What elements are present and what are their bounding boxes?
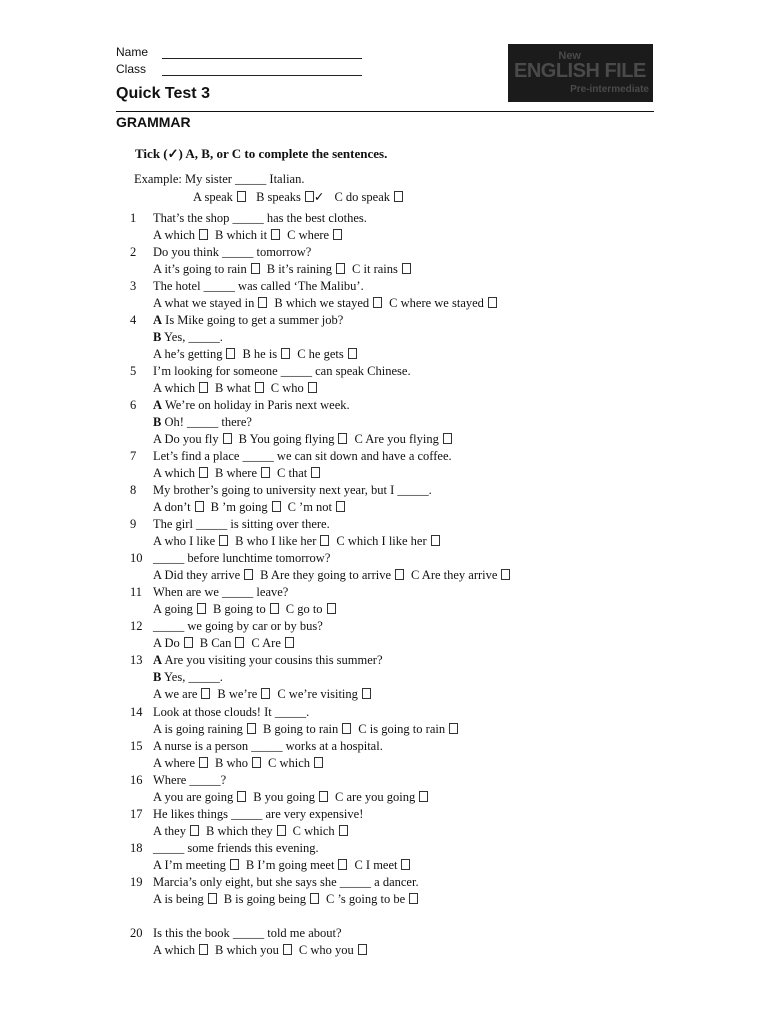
checkbox-icon[interactable] bbox=[336, 501, 345, 512]
checkbox-icon[interactable] bbox=[219, 535, 228, 546]
options-line bbox=[153, 858, 417, 873]
options-line bbox=[153, 262, 418, 277]
option-label: A is going raining bbox=[153, 722, 243, 736]
logo-line3: Pre-intermediate bbox=[570, 84, 649, 95]
option-label: C which I like her bbox=[336, 534, 427, 548]
option-label: B what bbox=[215, 381, 251, 395]
question-number: 1 bbox=[130, 211, 137, 225]
options-line bbox=[153, 500, 352, 515]
option-label: C is going to rain bbox=[358, 722, 446, 736]
example-options-line bbox=[193, 189, 410, 205]
question-number: 17 bbox=[130, 807, 143, 821]
answer-option[interactable] bbox=[213, 602, 279, 616]
option-label: A what we stayed in bbox=[153, 296, 255, 310]
class-field-line bbox=[162, 75, 362, 76]
answer-option[interactable] bbox=[200, 636, 245, 650]
option-label: B who I like her bbox=[235, 534, 317, 548]
question-line bbox=[153, 619, 323, 634]
question-text: Let’s find a place _____ we can sit down and have a coffee. bbox=[153, 449, 452, 463]
options-line bbox=[153, 347, 364, 362]
checkbox-icon[interactable] bbox=[223, 433, 232, 444]
answer-option[interactable] bbox=[153, 756, 208, 770]
checkbox-icon[interactable] bbox=[443, 433, 452, 444]
question-line bbox=[153, 773, 226, 788]
checkbox-icon[interactable] bbox=[252, 757, 261, 768]
question-text: Are you visiting your cousins this summer? bbox=[164, 653, 383, 667]
answer-option[interactable] bbox=[206, 824, 286, 838]
answer-option[interactable] bbox=[153, 790, 246, 804]
option-label: B which we stayed bbox=[274, 296, 370, 310]
question-line bbox=[153, 245, 311, 260]
checkbox-icon[interactable] bbox=[336, 263, 345, 274]
question-line bbox=[153, 398, 350, 413]
question-text: _____ some friends this evening. bbox=[153, 841, 319, 855]
answer-option[interactable] bbox=[277, 466, 320, 480]
speaker-label: A bbox=[153, 313, 163, 327]
question-text: Is this the book _____ told me about? bbox=[153, 926, 342, 940]
options-line bbox=[153, 790, 435, 805]
option-label: A it’s going to rain bbox=[153, 262, 247, 276]
answer-option[interactable] bbox=[277, 687, 371, 701]
question-number: 15 bbox=[130, 739, 143, 753]
checkbox-icon[interactable] bbox=[199, 467, 208, 478]
answer-option[interactable] bbox=[352, 262, 411, 276]
answer-option[interactable] bbox=[153, 534, 228, 548]
answer-option[interactable] bbox=[235, 534, 329, 548]
answer-option[interactable] bbox=[263, 722, 351, 736]
question-number: 11 bbox=[130, 585, 143, 599]
question-number: 8 bbox=[130, 483, 137, 497]
option-label: A which bbox=[153, 466, 196, 480]
answer-option[interactable] bbox=[287, 228, 342, 242]
option-label: C we’re visiting bbox=[277, 687, 358, 701]
title-rule bbox=[116, 111, 654, 112]
option-label: C go to bbox=[285, 602, 323, 616]
question-line bbox=[153, 653, 383, 668]
question-line bbox=[153, 330, 223, 345]
answer-option[interactable] bbox=[153, 228, 208, 242]
answer-option[interactable] bbox=[286, 602, 336, 616]
question-line bbox=[153, 807, 363, 822]
question-text: Yes, _____. bbox=[164, 330, 223, 344]
checkbox-icon[interactable] bbox=[449, 723, 458, 734]
question-text: When are we _____ leave? bbox=[153, 585, 289, 599]
answer-option[interactable] bbox=[389, 296, 497, 310]
checkbox-icon[interactable] bbox=[373, 297, 382, 308]
question-text: I’m looking for someone _____ can speak Chinese. bbox=[153, 364, 411, 378]
option-label: A is being bbox=[153, 892, 204, 906]
question-line bbox=[153, 875, 419, 890]
options-line bbox=[153, 381, 324, 396]
answer-option[interactable] bbox=[336, 534, 439, 548]
option-label: A who I like bbox=[153, 534, 216, 548]
speaker-label: B bbox=[153, 415, 162, 429]
example-sentence-line bbox=[134, 172, 304, 187]
question-number: 16 bbox=[130, 773, 143, 787]
checkbox-icon[interactable] bbox=[190, 825, 199, 836]
question-number: 18 bbox=[130, 841, 143, 855]
question-text: He likes things _____ are very expensive! bbox=[153, 807, 364, 821]
checkbox-icon[interactable] bbox=[261, 688, 270, 699]
question-text: A nurse is a person _____ works at a hospital. bbox=[153, 739, 383, 753]
option-label: B where bbox=[215, 466, 258, 480]
question-text: Marcia’s only eight, but she says she _____ a dancer. bbox=[153, 875, 419, 889]
option-label: A I’m meeting bbox=[153, 858, 226, 872]
example-label: Example: bbox=[134, 172, 182, 186]
answer-option[interactable] bbox=[153, 892, 217, 906]
option-label: A Did they arrive bbox=[153, 568, 241, 582]
answer-option[interactable] bbox=[242, 347, 290, 361]
question-number: 6 bbox=[130, 398, 137, 412]
option-label: B going to rain bbox=[262, 722, 339, 736]
options-line bbox=[153, 296, 504, 311]
question-number: 9 bbox=[130, 517, 137, 531]
checkbox-icon[interactable] bbox=[226, 348, 235, 359]
checkbox-icon[interactable] bbox=[310, 893, 319, 904]
name-field-line bbox=[162, 58, 362, 59]
answer-option[interactable] bbox=[215, 756, 261, 770]
name-label: Name bbox=[116, 45, 149, 59]
option-label: C he gets bbox=[297, 347, 344, 361]
option-label: B is going being bbox=[223, 892, 306, 906]
options-line bbox=[153, 756, 330, 771]
option-label: B ’m going bbox=[210, 500, 268, 514]
checkbox-icon[interactable] bbox=[255, 382, 264, 393]
option-label: A we are bbox=[153, 687, 198, 701]
class-label: Class bbox=[116, 62, 147, 76]
checkbox-icon[interactable] bbox=[195, 501, 204, 512]
checkbox-icon[interactable] bbox=[237, 791, 246, 802]
answer-option[interactable] bbox=[253, 790, 328, 804]
checkbox-icon[interactable] bbox=[199, 382, 208, 393]
example-sentence: My sister _____ Italian. bbox=[185, 172, 305, 186]
question-line bbox=[153, 279, 364, 294]
answer-option[interactable] bbox=[153, 824, 199, 838]
answer-option[interactable] bbox=[217, 687, 270, 701]
options-line bbox=[153, 534, 447, 549]
checkbox-icon[interactable] bbox=[283, 944, 292, 955]
speaker-label: B bbox=[153, 330, 162, 344]
checkbox-icon[interactable] bbox=[281, 348, 290, 359]
answer-option[interactable] bbox=[335, 790, 428, 804]
checkbox-icon[interactable] bbox=[184, 637, 193, 648]
example-option-a: A speak bbox=[193, 190, 233, 204]
option-label: A which bbox=[153, 943, 196, 957]
answer-option[interactable] bbox=[246, 858, 348, 872]
option-label: A which bbox=[153, 228, 196, 242]
checkbox-icon[interactable] bbox=[358, 944, 367, 955]
answer-option[interactable] bbox=[211, 500, 281, 514]
option-label: C who you bbox=[298, 943, 354, 957]
option-label: B going to bbox=[212, 602, 266, 616]
option-label: C I meet bbox=[354, 858, 398, 872]
speaker-label: A bbox=[153, 653, 163, 667]
answer-option[interactable] bbox=[215, 228, 280, 242]
options-line bbox=[153, 722, 465, 737]
answer-option[interactable] bbox=[153, 943, 208, 957]
options-line bbox=[153, 892, 425, 907]
option-label: A don’t bbox=[153, 500, 191, 514]
option-label: C ’s going to be bbox=[326, 892, 406, 906]
answer-option[interactable] bbox=[274, 296, 382, 310]
checkbox-icon[interactable] bbox=[270, 603, 279, 614]
answer-option[interactable] bbox=[153, 568, 253, 582]
question-line bbox=[153, 211, 367, 226]
question-text: Do you think _____ tomorrow? bbox=[153, 245, 312, 259]
publisher-logo bbox=[508, 44, 653, 102]
question-text: Yes, _____. bbox=[164, 670, 223, 684]
checkbox-icon[interactable] bbox=[258, 297, 267, 308]
checkbox-icon[interactable] bbox=[277, 825, 286, 836]
checkbox-icon[interactable] bbox=[409, 893, 418, 904]
checkbox-icon[interactable] bbox=[402, 263, 411, 274]
question-text: Oh! _____ there? bbox=[164, 415, 252, 429]
option-label: A they bbox=[153, 824, 186, 838]
checkbox-icon[interactable] bbox=[251, 263, 260, 274]
question-text: _____ before lunchtime tomorrow? bbox=[153, 551, 331, 565]
question-line bbox=[153, 517, 330, 532]
option-label: B You going flying bbox=[238, 432, 335, 446]
question-text: The hotel _____ was called ‘The Malibu’. bbox=[153, 279, 364, 293]
question-line bbox=[153, 585, 288, 600]
option-label: B he is bbox=[242, 347, 278, 361]
checkbox-icon[interactable] bbox=[431, 535, 440, 546]
checkbox-icon[interactable] bbox=[314, 757, 323, 768]
answer-option[interactable] bbox=[153, 500, 204, 514]
checkbox-icon[interactable] bbox=[308, 382, 317, 393]
checkbox-icon[interactable] bbox=[488, 297, 497, 308]
checkbox-icon[interactable] bbox=[285, 637, 294, 648]
question-text: My brother’s going to university next year, but I _____. bbox=[153, 483, 432, 497]
options-line bbox=[153, 568, 517, 583]
option-label: B which they bbox=[205, 824, 273, 838]
answer-option[interactable] bbox=[354, 432, 451, 446]
answer-option[interactable] bbox=[215, 466, 270, 480]
question-number: 14 bbox=[130, 705, 143, 719]
answer-option[interactable] bbox=[326, 892, 418, 906]
checkbox-icon[interactable] bbox=[199, 944, 208, 955]
answer-option[interactable] bbox=[153, 636, 193, 650]
answer-option[interactable] bbox=[153, 262, 260, 276]
option-label: C where we stayed bbox=[389, 296, 484, 310]
question-line bbox=[153, 926, 342, 941]
question-text: That’s the shop _____ has the best clothes. bbox=[153, 211, 367, 225]
checkbox-icon[interactable] bbox=[333, 229, 342, 240]
option-label: B Can bbox=[199, 636, 232, 650]
logo-line1: New bbox=[558, 50, 581, 62]
section-heading: GRAMMAR bbox=[116, 114, 191, 130]
options-line bbox=[153, 687, 378, 702]
checkbox-icon[interactable] bbox=[199, 757, 208, 768]
answer-option[interactable] bbox=[153, 432, 232, 446]
question-line bbox=[153, 415, 252, 430]
question-line bbox=[153, 449, 452, 464]
checkbox-icon[interactable] bbox=[338, 433, 347, 444]
question-number: 20 bbox=[130, 926, 143, 940]
answer-option[interactable] bbox=[215, 381, 264, 395]
checkbox-icon[interactable] bbox=[501, 569, 510, 580]
option-label: C who bbox=[270, 381, 304, 395]
answer-option[interactable] bbox=[288, 500, 345, 514]
checkbox-icon[interactable] bbox=[320, 535, 329, 546]
options-line bbox=[153, 636, 301, 651]
question-line bbox=[153, 483, 432, 498]
checkbox-icon[interactable] bbox=[261, 467, 270, 478]
option-label: A going bbox=[153, 602, 193, 616]
question-line bbox=[153, 670, 223, 685]
example-option-c: C do speak bbox=[334, 190, 391, 204]
options-line bbox=[153, 602, 343, 617]
question-number: 13 bbox=[130, 653, 143, 667]
question-line bbox=[153, 739, 383, 754]
checkbox-icon[interactable] bbox=[247, 723, 256, 734]
option-label: C which bbox=[292, 824, 335, 838]
answer-option[interactable] bbox=[239, 432, 348, 446]
option-label: C it rains bbox=[352, 262, 398, 276]
question-number: 19 bbox=[130, 875, 143, 889]
question-text: The girl _____ is sitting over there. bbox=[153, 517, 330, 531]
option-label: B which you bbox=[215, 943, 279, 957]
speaker-label: B bbox=[153, 670, 162, 684]
question-line bbox=[153, 364, 411, 379]
option-label: A Do bbox=[153, 636, 180, 650]
question-number: 12 bbox=[130, 619, 143, 633]
answer-option[interactable] bbox=[224, 892, 319, 906]
option-label: C Are bbox=[251, 636, 281, 650]
options-line bbox=[153, 466, 327, 481]
option-label: B it’s raining bbox=[266, 262, 333, 276]
answer-option[interactable] bbox=[215, 943, 292, 957]
checkbox-icon[interactable] bbox=[319, 791, 328, 802]
checkbox-icon[interactable] bbox=[199, 229, 208, 240]
checkbox-icon[interactable] bbox=[311, 467, 320, 478]
options-line bbox=[153, 824, 355, 839]
checkbox-icon[interactable] bbox=[230, 859, 239, 870]
option-label: A you are going bbox=[153, 790, 234, 804]
checkbox-icon[interactable] bbox=[208, 893, 217, 904]
checkbox-icon[interactable] bbox=[342, 723, 351, 734]
answer-option[interactable] bbox=[153, 858, 239, 872]
answer-option[interactable] bbox=[354, 858, 410, 872]
question-line bbox=[153, 313, 343, 328]
question-line bbox=[153, 551, 330, 566]
checkbox-icon[interactable] bbox=[339, 825, 348, 836]
option-label: A he’s getting bbox=[153, 347, 223, 361]
question-line bbox=[153, 841, 319, 856]
answer-option[interactable] bbox=[153, 347, 235, 361]
checkbox-icon[interactable] bbox=[237, 191, 246, 202]
question-text: Is Mike going to get a summer job? bbox=[165, 313, 344, 327]
option-label: B you going bbox=[253, 790, 316, 804]
options-line bbox=[153, 228, 349, 243]
answer-option[interactable] bbox=[153, 296, 267, 310]
option-label: B which it bbox=[215, 228, 268, 242]
answer-option[interactable] bbox=[267, 262, 345, 276]
answer-option[interactable] bbox=[153, 602, 206, 616]
option-label: C Are you flying bbox=[354, 432, 439, 446]
instructions: Tick (✓) A, B, or C to complete the sentences. bbox=[135, 146, 388, 161]
answer-option[interactable] bbox=[299, 943, 367, 957]
question-text: Look at those clouds! It _____. bbox=[153, 705, 310, 719]
option-label: B I’m going meet bbox=[245, 858, 335, 872]
example-option-b: B speaks bbox=[256, 190, 301, 204]
answer-option[interactable] bbox=[411, 568, 510, 582]
answer-option[interactable] bbox=[271, 381, 317, 395]
question-number: 2 bbox=[130, 245, 137, 259]
question-number: 3 bbox=[130, 279, 137, 293]
checkbox-icon[interactable] bbox=[272, 501, 281, 512]
options-line bbox=[153, 943, 374, 958]
option-label: A which bbox=[153, 381, 196, 395]
question-number: 7 bbox=[130, 449, 137, 463]
checkbox-icon[interactable] bbox=[305, 191, 314, 202]
speaker-label: A bbox=[153, 398, 163, 412]
option-label: C Are they arrive bbox=[411, 568, 498, 582]
question-line bbox=[153, 705, 309, 720]
checkbox-icon[interactable] bbox=[327, 603, 336, 614]
option-label: C which bbox=[268, 756, 311, 770]
answer-option[interactable] bbox=[268, 756, 323, 770]
question-number: 4 bbox=[130, 313, 137, 327]
page-title: Quick Test 3 bbox=[116, 85, 210, 102]
question-text: We’re on holiday in Paris next week. bbox=[164, 398, 350, 412]
question-text: Where _____? bbox=[153, 773, 227, 787]
answer-option[interactable] bbox=[293, 824, 348, 838]
checkbox-icon[interactable] bbox=[401, 859, 410, 870]
options-line bbox=[153, 432, 459, 447]
option-label: C where bbox=[287, 228, 330, 242]
answer-option[interactable] bbox=[297, 347, 357, 361]
answer-option[interactable] bbox=[260, 568, 404, 582]
answer-option[interactable] bbox=[251, 636, 294, 650]
answer-option[interactable] bbox=[358, 722, 458, 736]
checkbox-icon[interactable] bbox=[244, 569, 253, 580]
option-label: A Do you fly bbox=[153, 432, 219, 446]
question-text: _____ we going by car or by bus? bbox=[153, 619, 323, 633]
question-number: 5 bbox=[130, 364, 137, 378]
checkbox-icon[interactable] bbox=[419, 791, 428, 802]
answer-option[interactable] bbox=[153, 466, 208, 480]
checkbox-icon[interactable] bbox=[271, 229, 280, 240]
answer-option[interactable] bbox=[153, 687, 210, 701]
checkbox-icon[interactable] bbox=[201, 688, 210, 699]
option-label: B Are they going to arrive bbox=[260, 568, 392, 582]
option-label: C are you going bbox=[335, 790, 416, 804]
logo-line2: ENGLISH FILE bbox=[514, 60, 646, 82]
option-label: A where bbox=[153, 756, 195, 770]
checkbox-icon[interactable] bbox=[197, 603, 206, 614]
checkbox-icon[interactable] bbox=[394, 191, 403, 202]
answer-option[interactable] bbox=[153, 381, 208, 395]
checkbox-icon[interactable] bbox=[395, 569, 404, 580]
checkbox-icon[interactable] bbox=[338, 859, 347, 870]
question-number: 10 bbox=[130, 551, 143, 565]
checkbox-icon[interactable] bbox=[362, 688, 371, 699]
option-label: C that bbox=[277, 466, 308, 480]
option-label: B we’re bbox=[217, 687, 258, 701]
option-label: B who bbox=[215, 756, 248, 770]
checkbox-icon[interactable] bbox=[235, 637, 244, 648]
checkbox-icon[interactable] bbox=[348, 348, 357, 359]
tick-icon: ✓ bbox=[313, 190, 325, 204]
option-label: C ’m not bbox=[287, 500, 333, 514]
answer-option[interactable] bbox=[153, 722, 256, 736]
